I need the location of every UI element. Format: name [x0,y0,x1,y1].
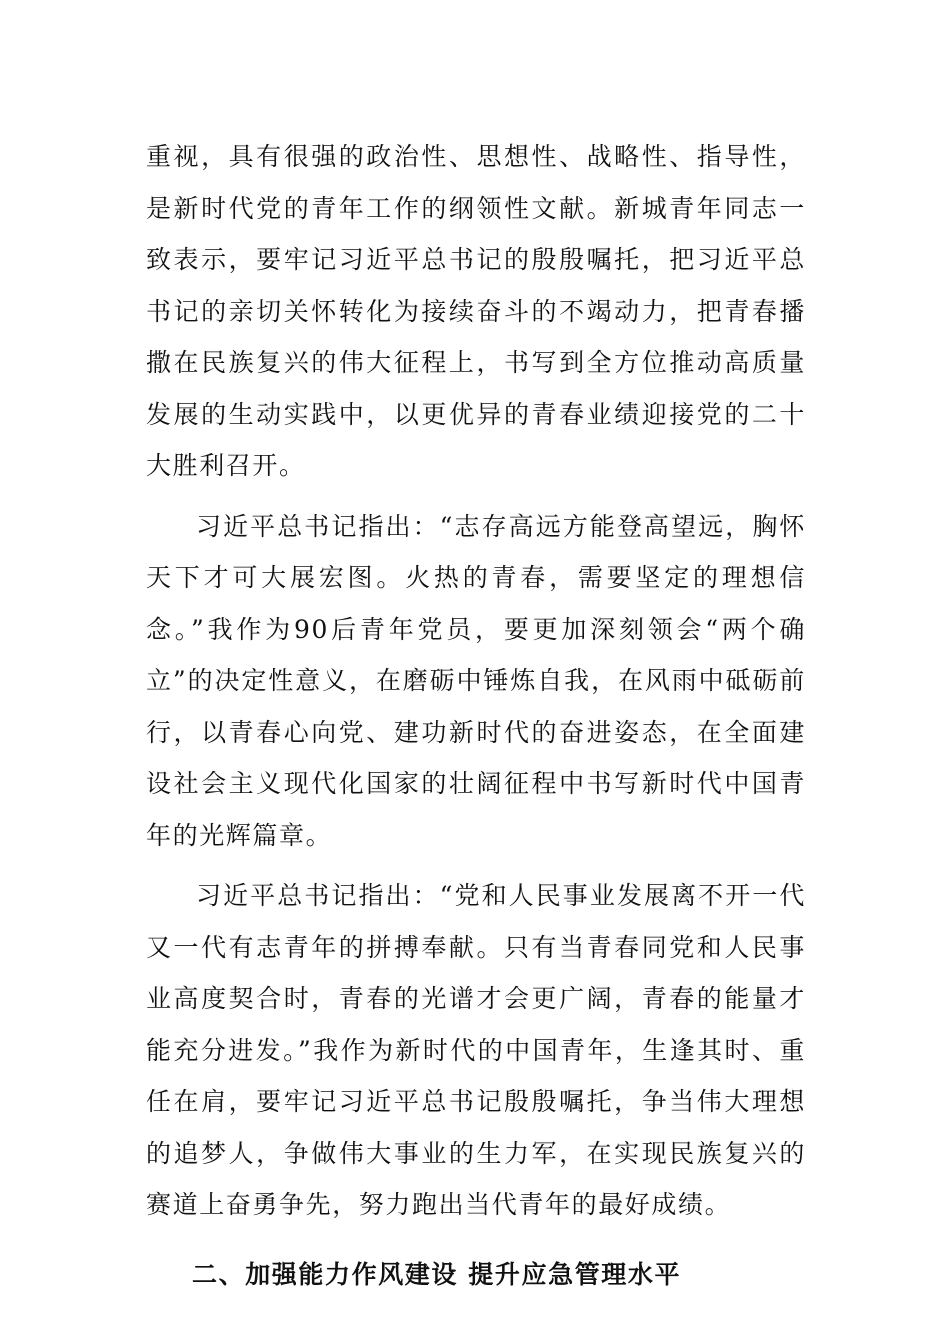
paragraph-mission: 习近平总书记指出：“党和人民事业发展离不开一代又一代有志青年的拼搏奉献。只有当青春同党和人民事业高度契合时，青春的光谱才会更广阔，青春的能量才能充分进发。”我作为新时代的中国青年，生逢其时、重任在肩，要牢记习近平总书记殷殷嘱托，争当伟大理想的追梦人，争做伟大事业的生力军，在实现民族复兴的赛道上奋勇争先，努力跑出当代青年的最好成绩。 [146,881,806,1219]
document-body [146,131,806,1300]
paragraph-continued: 重视，具有很强的政治性、思想性、战略性、指导性，是新时代党的青年工作的纲领性文献。新城青年同志一致表示，要牢记习近平总书记的殷殷嘱托，把习近平总书记的亲切关怀转化为接续奋斗的不竭动力，把青春播撒在民族复兴的伟大征程上，书写到全方位推动高质量发展的生动实践中，以更优异的青春业绩迎接党的二十大胜利召开。 [146,142,806,480]
section-heading: 二、加强能力作风建设 提升应急管理水平 [192,1259,682,1289]
paragraph-ideals: 习近平总书记指出：“志存高远方能登高望远，胸怀天下才可大展宏图。火热的青春，需要坚定的理想信念。”我作为90后青年党员，要更加深刻领会“两个确立”的决定性意义，在磨砺中锤炼自我，在风雨中砥砺前行，以青春心向党、建功新时代的奋进姿态，在全面建设社会主义现代化国家的壮阔征程中书写新时代中国青年的光辉篇章。 [146,511,806,850]
